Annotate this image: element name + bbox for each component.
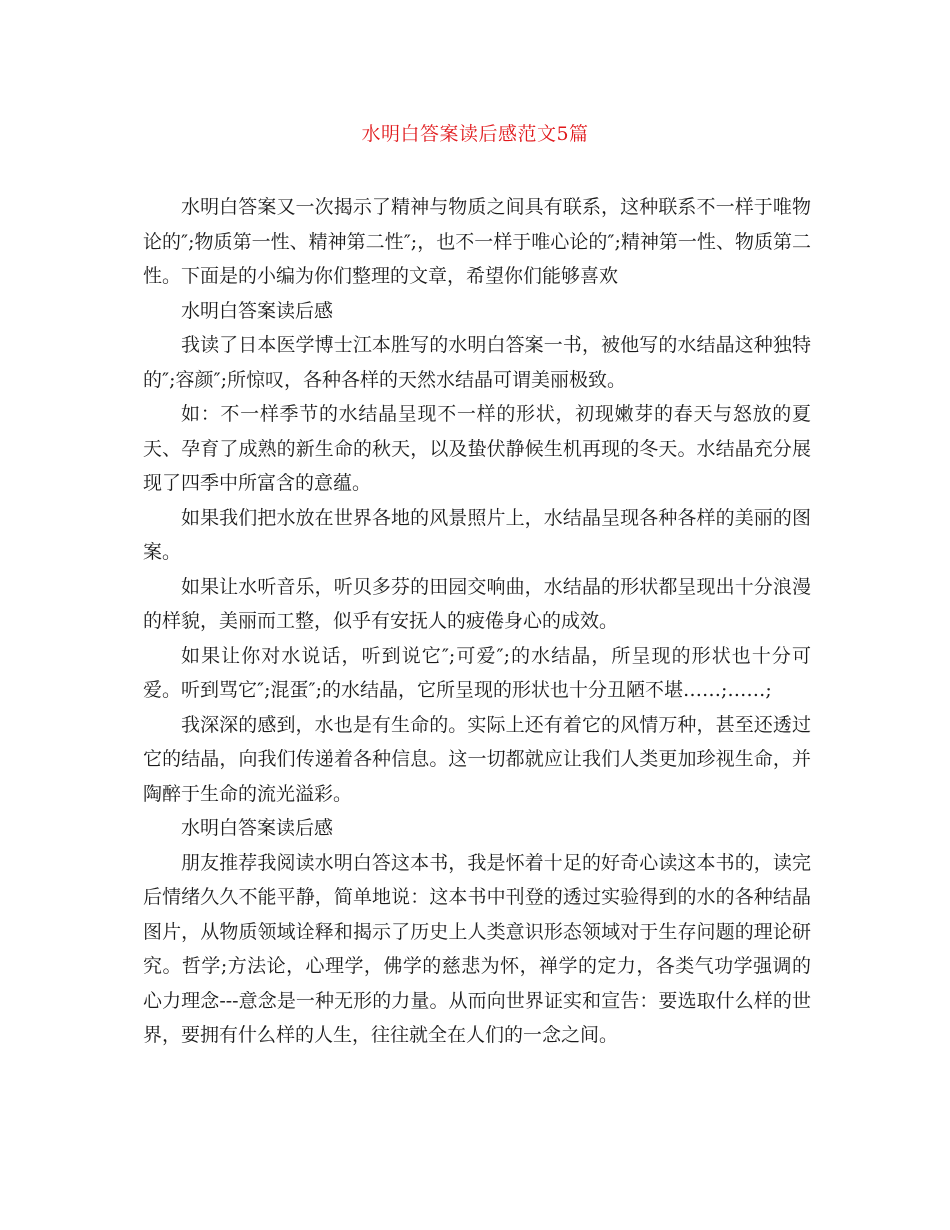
section-heading: 水明白答案读后感 xyxy=(181,299,334,322)
paragraph: 如果我们把水放在世界各地的风景照片上，水结晶呈现各种各样的美丽的图案。 xyxy=(143,506,811,563)
page-title: 水明白答案读后感范文5篇 xyxy=(361,123,589,145)
paragraph: 如果让水听音乐，听贝多芬的田园交响曲，水结晶的形状都呈现出十分浪漫的样貌，美丽而工整，似乎有安抚人的疲倦身心的成效。 xyxy=(143,575,811,632)
paragraph: 我读了日本医学博士江本胜写的水明白答案一书，被他写的水结晶这种独特的″;容颜″;所惊叹，各种各样的天然水结晶可谓美丽极致。 xyxy=(143,334,811,391)
paragraph-intro: 水明白答案又一次揭示了精神与物质之间具有联系，这种联系不一样于唯物论的″;物质第一性、精神第二性″;，也不一样于唯心论的″;精神第一性、物质第二性。下面是的小编为你们整理的文章，希望你们能够喜欢 xyxy=(143,196,811,287)
section-heading: 水明白答案读后感 xyxy=(181,817,334,839)
paragraph: 如：不一样季节的水结晶呈现不一样的形状，初现嫩芽的春天与怒放的夏天、孕育了成熟的新生命的秋天，以及蛰伏静候生机再现的冬天。水结晶充分展现了四季中所富含的意蕴。 xyxy=(143,403,811,494)
paragraph: 我深深的感到，水也是有生命的。实际上还有着它的风情万种，甚至还透过它的结晶，向我们传递着各种信息。这一切都就应让我们人类更加珍视生命，并陶醉于生命的流光溢彩。 xyxy=(143,713,811,805)
article-body xyxy=(143,190,811,1053)
paragraph: 朋友推荐我阅读水明白答这本书，我是怀着十足的好奇心读这本书的，读完后情绪久久不能平静，简单地说：这本书中刊登的透过实验得到的水的各种结晶图片，从物质领域诠释和揭示了历史上人类意识形态领域对于生存问题的理论研究。哲学;方法论，心理学，佛学的慈悲为怀，禅学的定力，各类气功学强调的心力理念---意念是一种无形的力量。从而向世界证实和宣告：要选取什么样的世界，要拥有什么样的人生，往往就全在人们的一念之间。 xyxy=(143,851,811,1046)
paragraph: 如果让你对水说话，听到说它″;可爱″;的水结晶，所呈现的形状也十分可爱。听到骂它″;混蛋″;的水结晶，它所呈现的形状也十分丑陋不堪……;……; xyxy=(143,644,811,701)
